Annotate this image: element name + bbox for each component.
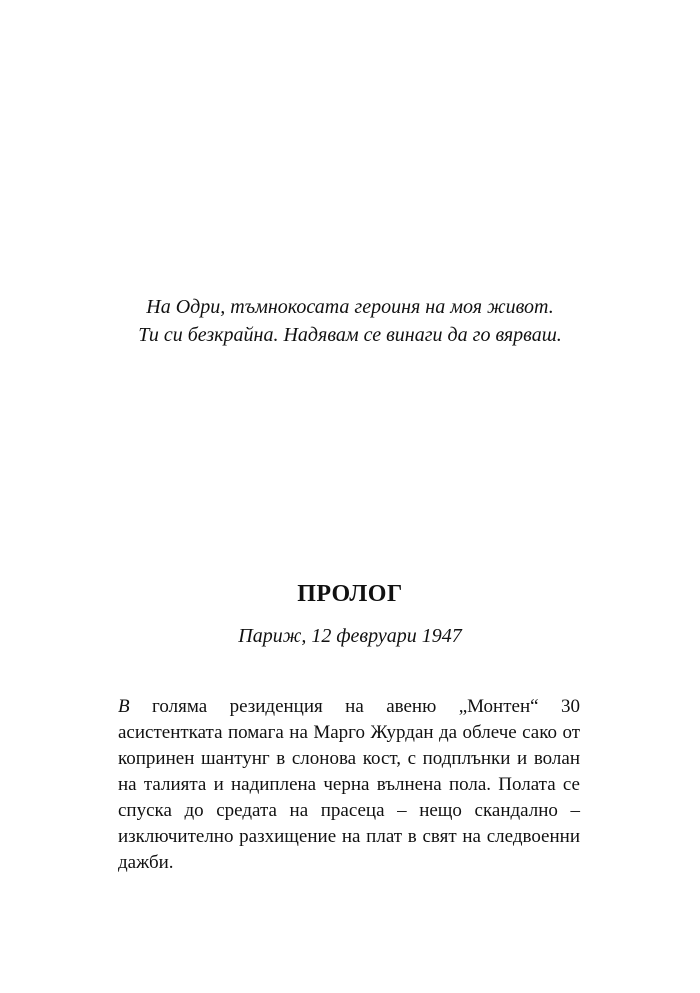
dedication (110, 293, 590, 349)
dedication-line-2: Ти си безкрайна. Надявам се винаги да го вярваш. (138, 324, 562, 346)
prologue-subtitle: Париж, 12 февруари 1947 (238, 625, 462, 647)
prologue-paragraph (118, 694, 580, 876)
dedication-line-1: На Одри, тъмнокосата героиня на моя живот. (146, 296, 554, 318)
paragraph-text: голяма резиденция на авеню „Монтен“ 30 асистентката помага на Марго Журдан да облече сако от копринен шантунг в слонова кост, с подплънки и волан на талията и надиплена черна вълнена пола. Полата се спуска до средата на прасеца – нещо скандално – изключително разхищение на плат в свят на следвоенни дажби. (118, 696, 580, 873)
paragraph-lead-word: В (118, 696, 130, 717)
prologue-title: ПРОЛОГ (297, 581, 403, 607)
